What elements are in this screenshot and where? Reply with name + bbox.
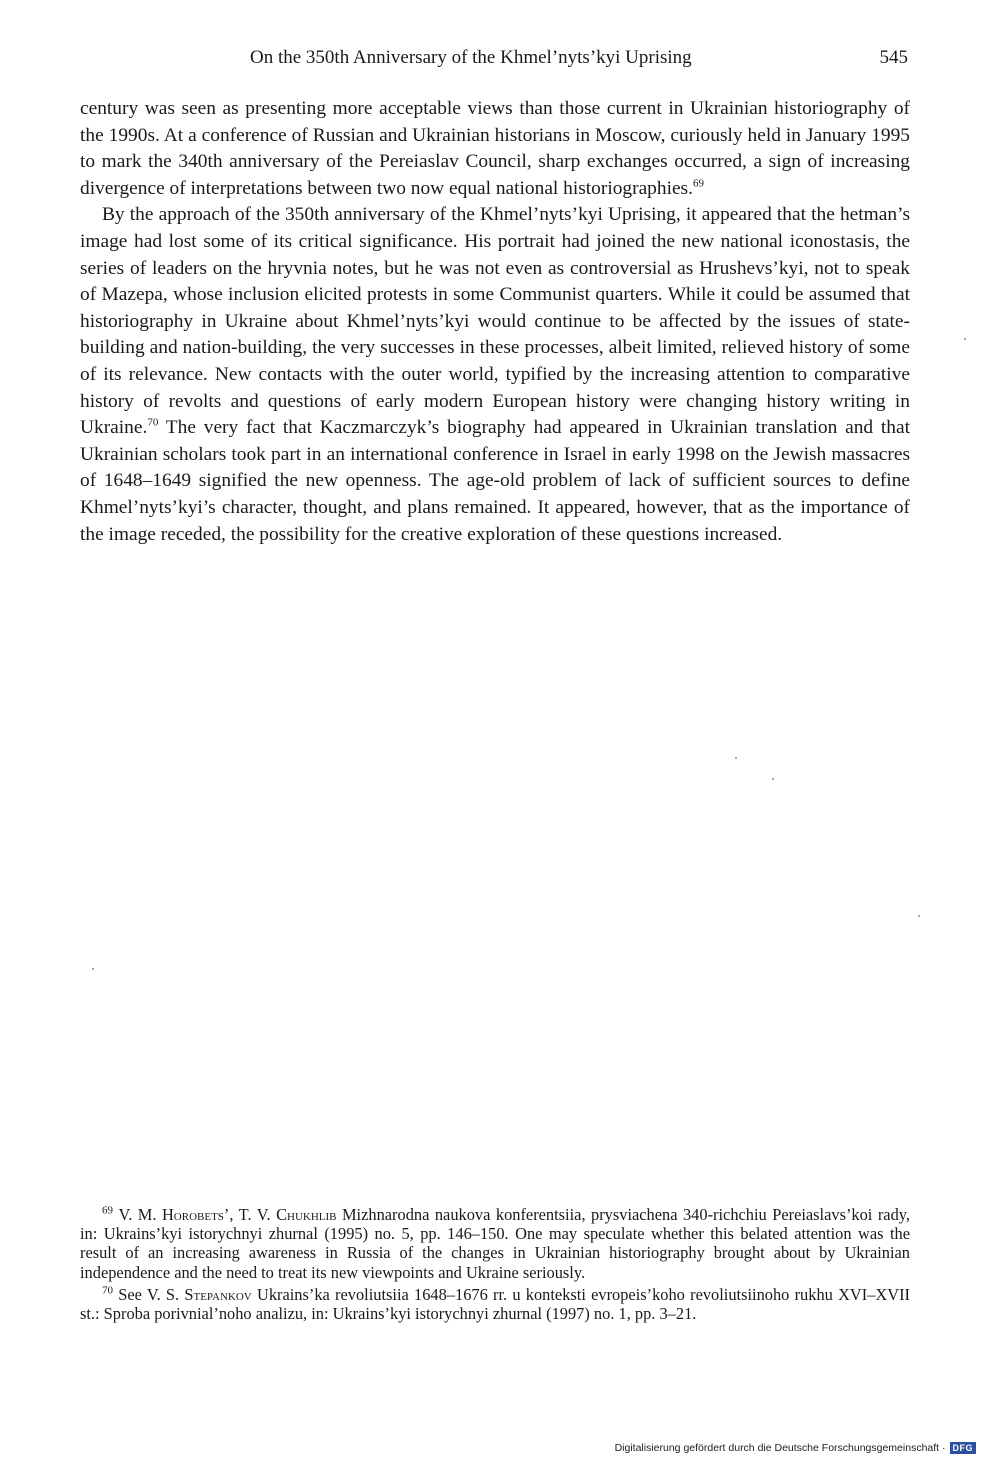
running-title: On the 350th Anniversary of the Khmel’nyts’kyi Uprising (250, 47, 692, 68)
paragraph-1-text: century was seen as presenting more acceptable views than those current in Ukrainian historiography of the 1990s. At a conference of Russian and Ukrainian historians in Moscow, curiously held in January 1995 to mark the 340th anniversary of the Pereiaslav Council, sharp exchanges occurred, a sign of increasing divergence of interpretations between two now equal national historiographies. (80, 98, 910, 199)
footnotes (80, 1205, 910, 1326)
footnote-70 (80, 1285, 910, 1323)
scan-speck (918, 915, 920, 917)
dfg-logo: DFG (950, 1442, 977, 1454)
footnote-69-authors: V. M. Horobets’, T. V. Chukhlib (118, 1205, 337, 1224)
scan-speck (964, 338, 966, 340)
footnote-69-text: Mizhnarodna naukova konferentsiia, prysviachena 340-richchiu Pereiaslavs’koi rady, in: Ukrains’kyi istorychnyi zhurnal (1995) no. 5, pp. 146–150. One may speculate whether this belated attention was the result of an increasing awareness in Russia of the changes in Ukrainian historiography brought about by Ukrainian independence and the need to treat its new viewpoints and Ukraine seriously. (80, 1205, 910, 1282)
footnote-70-author: Stepankov (184, 1284, 252, 1304)
footnote-ref-70: 70 (147, 416, 159, 429)
footnote-70-prefix: See V. S. (118, 1284, 185, 1304)
running-header (80, 46, 910, 70)
paragraph-2-text-a: By the approach of the 350th anniversary of the Khmel’nyts’kyi Uprising, it appeared that the hetman’s image had lost some of its critical significance. His portrait had joined the new national iconostasis, the series of leaders on the hryvnia notes, but he was not even as controversial as Hrushevs’kyi, not to speak of Mazepa, whose inclusion elicited protests in some Communist quarters. While it could be assumed that historiography in Ukraine about Khmel’nyts’kyi would continue to be affected by the issues of state-building and nation-building, the very successes in these processes, albeit limited, relieved history of some of its relevance. New contacts with the outer world, typified by the increasing attention to comparative history of revolts and questions of early modern European history were changing history writing in Ukraine. (80, 204, 910, 439)
footnote-69 (80, 1205, 910, 1282)
credit-text: Digitalisierung gefördert durch die Deutsche Forschungsgemeinschaft · (614, 1442, 946, 1454)
footnote-70-text: Ukrains’ka revoliutsiia 1648–1676 rr. u konteksti evropeis’koho revoliutsiinoho rukhu XVI–XVII st.: Sproba porivnial’noho analizu, in: Ukrains’kyi istorychnyi zhurnal (1997) no. 1, pp. 3–21. (80, 1284, 910, 1324)
paragraph-1 (80, 96, 910, 202)
digitization-credit (615, 1442, 976, 1454)
paragraph-2-text-b: The very fact that Kaczmarczyk’s biography had appeared in Ukrainian translation and that Ukrainian scholars took part in an international conference in Israel in early 1998 on the Jewish massacres of 1648–1649 signified the new openness. The age-old problem of lack of sufficient sources to define Khmel’nyts’kyi’s character, thought, and plans remained. It appeared, however, that as the importance of the image receded, the possibility for the creative exploration of these questions increased. (80, 417, 910, 545)
footnote-ref-69: 69 (692, 177, 704, 190)
paragraph-2 (80, 202, 910, 548)
main-text (80, 96, 910, 548)
footnote-70-number: 70 (102, 1284, 113, 1297)
footnote-69-number: 69 (102, 1204, 113, 1217)
scan-speck (92, 968, 94, 970)
page-number: 545 (879, 47, 908, 68)
scan-speck (735, 757, 737, 759)
scan-speck (772, 778, 774, 780)
